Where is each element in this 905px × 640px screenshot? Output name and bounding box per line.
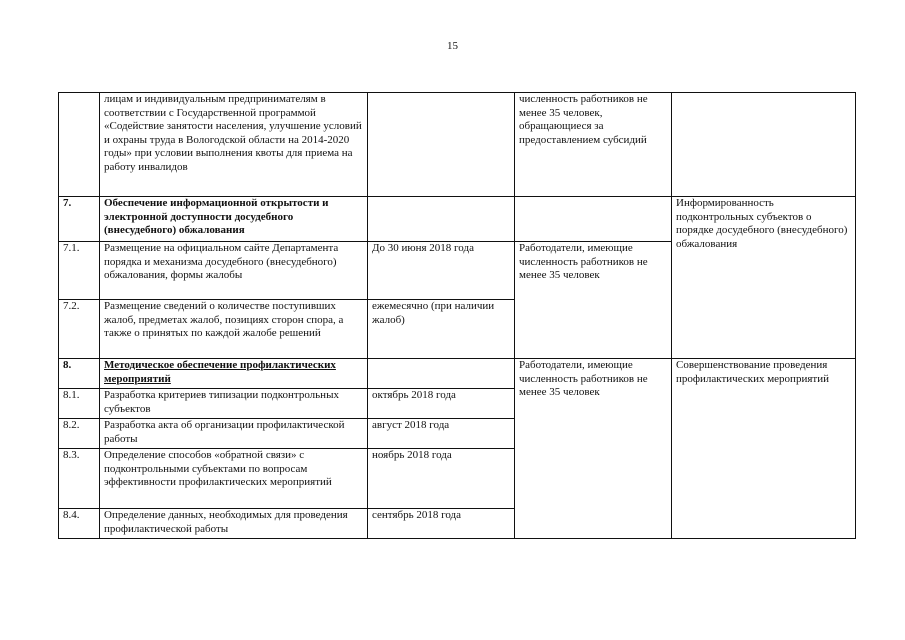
activity-cell: лицам и индивидуальным предпринимателям в соответствии с Государственной программой «Содействие занятости населения, улучшение условий и охраны труда в Вологодской области на 2014-2020 годы» при условии выполнения квоты для приема на работу инвалидов [100,93,368,197]
subjects-cell [515,197,672,242]
activity-cell: Методическое обеспечение профилактических мероприятий [100,359,368,389]
row-number: 8.4. [59,509,100,539]
deadline-cell: ежемесячно (при наличии жалоб) [368,300,515,359]
row-number: 8.1. [59,389,100,419]
result-cell: Совершенствование проведения профилактических мероприятий [672,359,856,539]
row-number: 8.2. [59,419,100,449]
table-row [59,197,856,242]
result-cell [672,93,856,197]
deadline-cell: август 2018 года [368,419,515,449]
deadline-cell [368,93,515,197]
activities-table [58,92,856,539]
activity-cell: Определение способов «обратной связи» с подконтрольными субъектами по вопросам эффективности профилактических мероприятий [100,449,368,509]
deadline-cell [368,359,515,389]
deadline-cell [368,197,515,242]
row-number: 7.2. [59,300,100,359]
row-number: 8. [59,359,100,389]
page-number: 15 [447,40,458,52]
activity-cell: Определение данных, необходимых для проведения профилактической работы [100,509,368,539]
deadline-cell: До 30 июня 2018 года [368,242,515,300]
deadline-cell: ноябрь 2018 года [368,449,515,509]
activity-cell: Обеспечение информационной открытости и электронной доступности досудебного (внесудебного) обжалования [100,197,368,242]
table-row [59,359,856,389]
activity-cell: Разработка акта об организации профилактической работы [100,419,368,449]
deadline-cell: сентябрь 2018 года [368,509,515,539]
activity-cell: Размещение на официальном сайте Департамента порядка и механизма досудебного (внесудебного) обжалования, формы жалобы [100,242,368,300]
subjects-cell: Работодатели, имеющие численность работников не менее 35 человек [515,242,672,359]
subjects-cell: численность работников не менее 35 человек, обращающиеся за предоставлением субсидий [515,93,672,197]
result-cell: Информированность подконтрольных субъектов о порядке досудебного (внесудебного) обжалования [672,197,856,359]
subjects-cell: Работодатели, имеющие численность работников не менее 35 человек [515,359,672,539]
table-row [59,93,856,197]
row-number: 7. [59,197,100,242]
activity-cell: Размещение сведений о количестве поступивших жалоб, предметах жалоб, позициях сторон спора, а также о принятых по каждой жалобе решений [100,300,368,359]
row-number: 7.1. [59,242,100,300]
row-number [59,93,100,197]
deadline-cell: октябрь 2018 года [368,389,515,419]
row-number: 8.3. [59,449,100,509]
activity-cell: Разработка критериев типизации подконтрольных субъектов [100,389,368,419]
